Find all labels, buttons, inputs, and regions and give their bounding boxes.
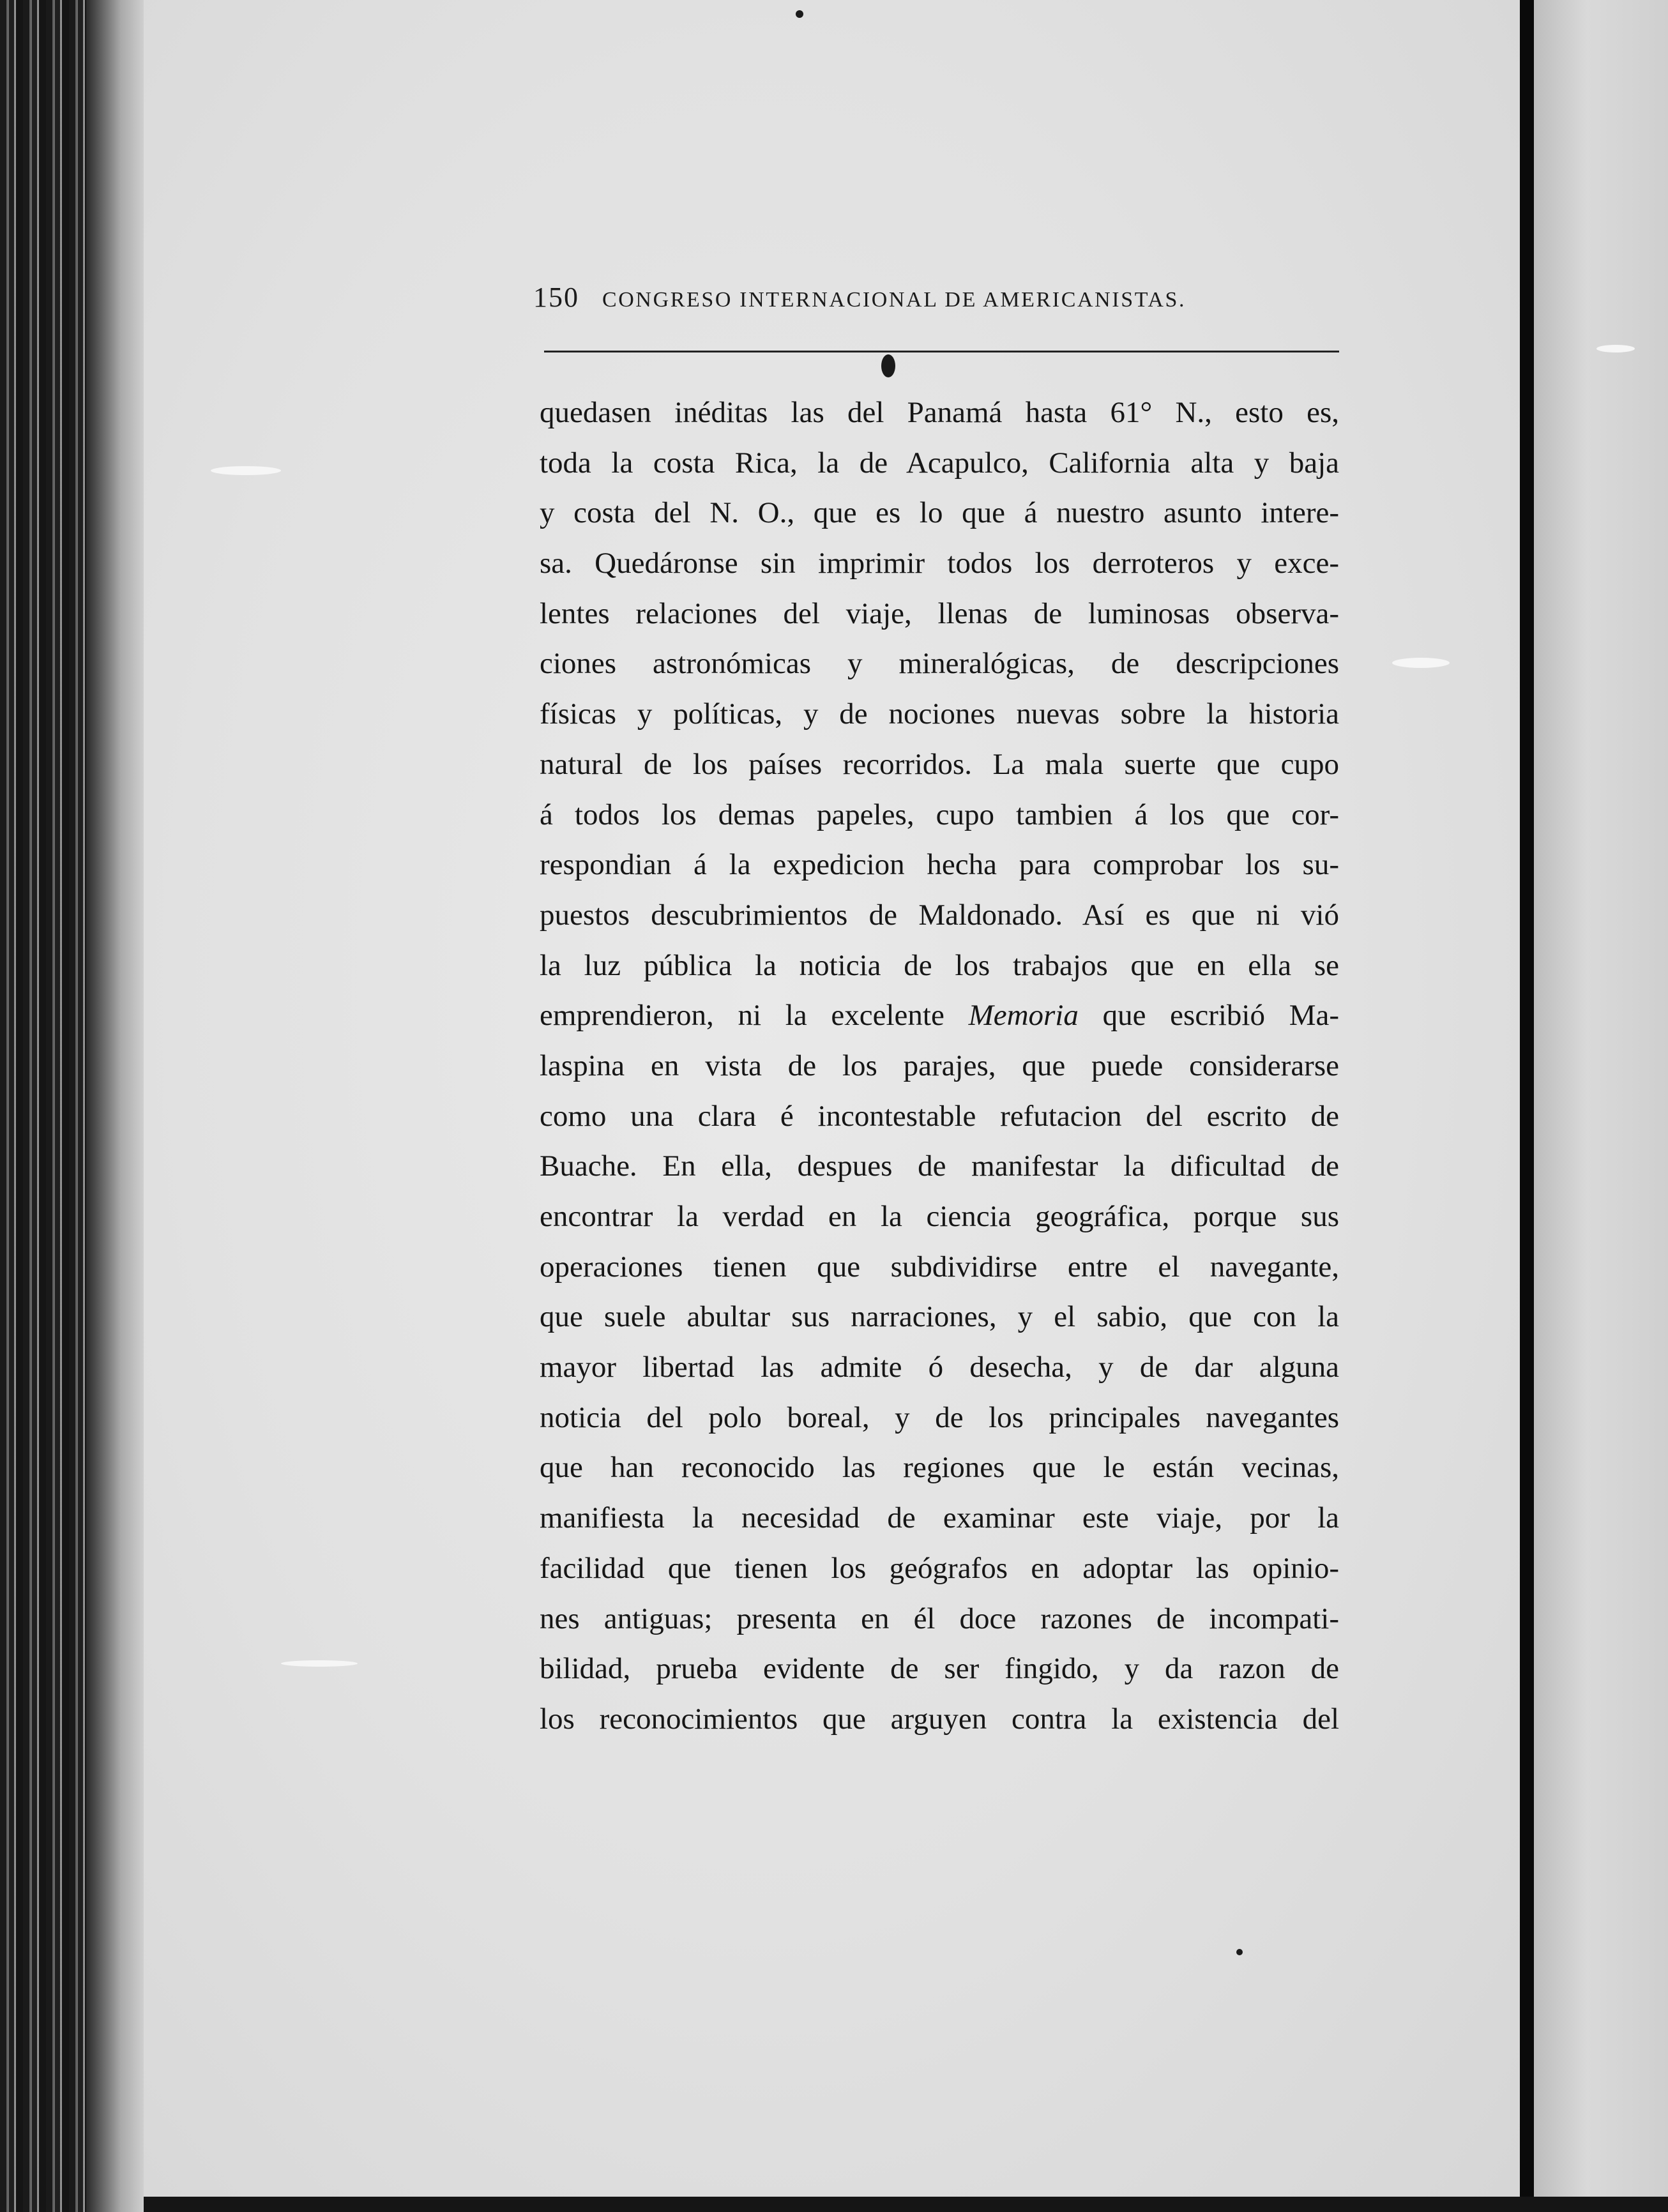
text-line: manifiesta la necesidad de examinar este viaje, por la <box>540 1501 1339 1535</box>
text-line: mayor libertad las admite ó desecha, y de dar alguna <box>540 1351 1339 1384</box>
page-number: 150 <box>533 282 579 313</box>
scan-speck <box>796 10 803 18</box>
text-line: facilidad que tienen los geógrafos en adoptar las opinio- <box>540 1551 1339 1585</box>
text-line: noticia del polo boreal, y de los principales navegantes <box>540 1400 1339 1434</box>
scan-speck <box>1392 658 1450 668</box>
text-line: los reconocimientos que arguyen contra la existencia del <box>540 1702 1339 1736</box>
running-header <box>533 281 1341 326</box>
header-title: CONGRESO INTERNACIONAL DE AMERICANISTAS. <box>602 288 1187 312</box>
italic-title-memoria: Memoria <box>968 999 1079 1033</box>
text-line: laspina en vista de los parajes, que puede considerarse <box>540 1049 1339 1082</box>
text-line: quedasen inéditas las del Panamá hasta 61° N., esto es, <box>540 396 1339 429</box>
body-text <box>540 388 1339 1745</box>
header-rule <box>544 351 1339 352</box>
text-line: encontrar la verdad en la ciencia geográfica, porque sus <box>540 1200 1339 1233</box>
text-line: operaciones tienen que subdividirse entre el navegante, <box>540 1250 1339 1284</box>
bottom-page-edge <box>144 2197 1668 2212</box>
scan-speck <box>281 1660 358 1667</box>
scan-speck <box>881 354 895 377</box>
text-line: como una clara é incontestable refutacion del escrito de <box>540 1099 1339 1133</box>
text-line: lentes relaciones del viaje, llenas de luminosas observa- <box>540 596 1339 630</box>
line-segment: que escribió Ma- <box>1078 999 1339 1033</box>
text-line: bilidad, prueba evidente de ser fingido, y da razon de <box>540 1652 1339 1686</box>
line-segment: emprendieron, ni la excelente <box>540 999 969 1033</box>
book-binding-edge <box>0 0 144 2212</box>
text-line: que han reconocido las regiones que le están vecinas, <box>540 1451 1339 1485</box>
text-line: respondian á la expedicion hecha para comprobar los su- <box>540 848 1339 882</box>
text-line-with-italic <box>540 990 1339 1041</box>
text-line: puestos descubrimientos de Maldonado. Así es que ni vió <box>540 898 1339 932</box>
page-gutter <box>1520 0 1534 2212</box>
text-line: toda la costa Rica, la de Acapulco, California alta y baja <box>540 446 1339 480</box>
scan-speck <box>1596 345 1635 352</box>
text-line: Buache. En ella, despues de manifestar la dificultad de <box>540 1149 1339 1183</box>
text-line: nes antiguas; presenta en él doce razones de incompati- <box>540 1602 1339 1635</box>
text-line: á todos los demas papeles, cupo tambien á los que cor- <box>540 798 1339 831</box>
scan-speck <box>1236 1949 1243 1955</box>
text-line: ciones astronómicas y mineralógicas, de descripciones <box>540 647 1339 681</box>
scan-speck <box>211 466 281 475</box>
text-line: físicas y políticas, y de nociones nuevas sobre la historia <box>540 697 1339 731</box>
text-line: sa. Quedáronse sin imprimir todos los derroteros y exce- <box>540 547 1339 580</box>
text-line: la luz pública la noticia de los trabajos que en ella se <box>540 948 1339 982</box>
adjacent-page-edge <box>1534 0 1668 2212</box>
text-line: y costa del N. O., que es lo que á nuestro asunto intere- <box>540 496 1339 530</box>
text-line: que suele abultar sus narraciones, y el sabio, que con la <box>540 1300 1339 1334</box>
text-line: natural de los países recorridos. La mala suerte que cupo <box>540 747 1339 781</box>
